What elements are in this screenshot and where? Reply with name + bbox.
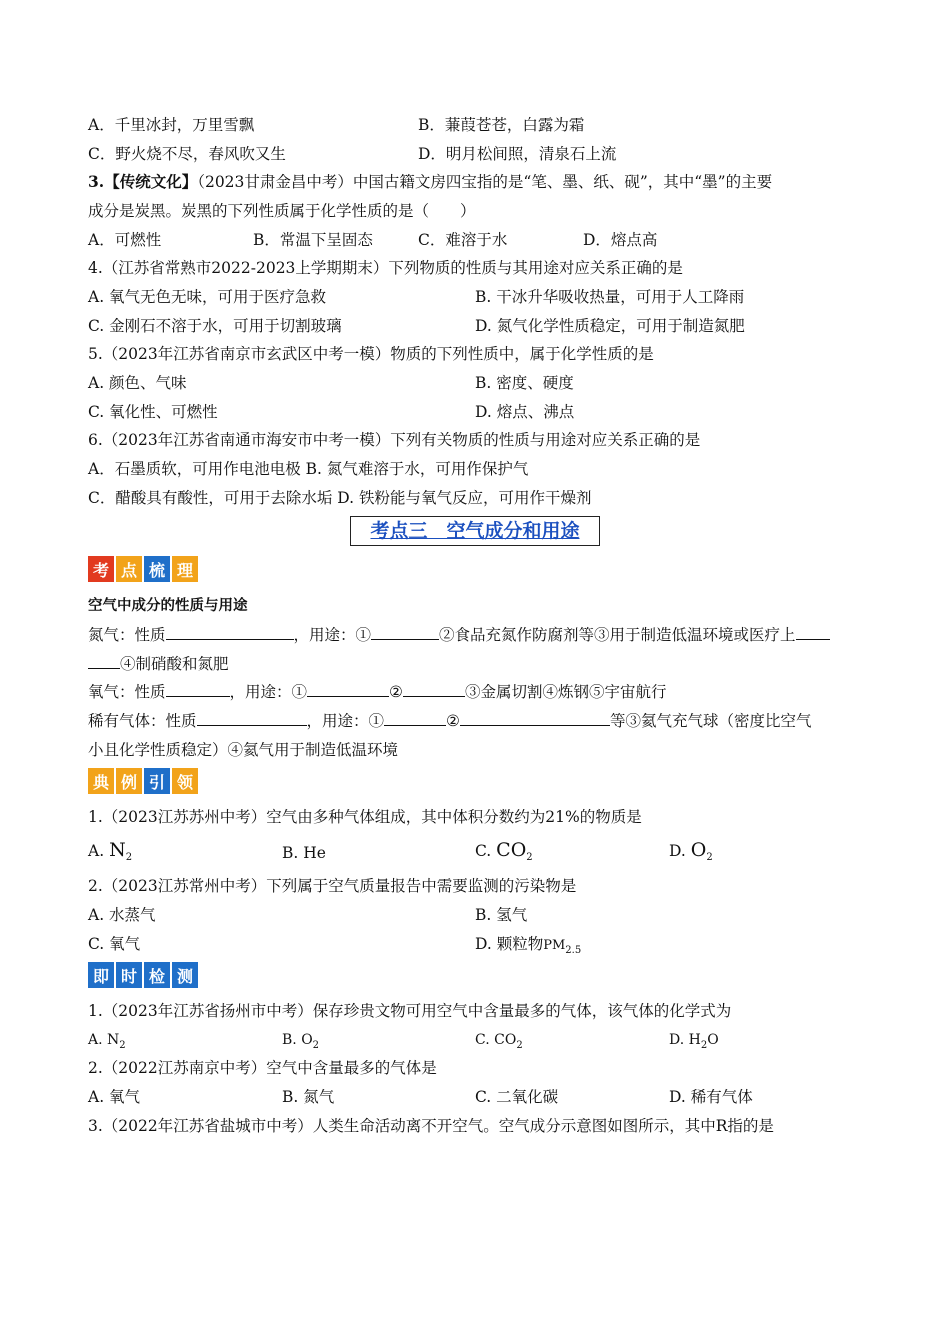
- option-c: C. 氧气: [88, 935, 141, 953]
- option-d: D. $H_2O$: [669, 1032, 719, 1051]
- blank: [197, 711, 307, 726]
- question-number: 3.: [88, 172, 105, 191]
- option-b: B. 氢气: [475, 906, 528, 924]
- tag-char: 领: [172, 768, 198, 794]
- review-n2: [88, 625, 830, 645]
- label: 氧气：性质: [88, 683, 166, 701]
- option-a: A. $N_2$: [88, 1032, 126, 1051]
- tag-char: 测: [172, 962, 198, 988]
- question-6: 6.（2023年江苏省南通市海安市中考一模）下列有关物质的性质与用途对应关系正确的是: [88, 431, 701, 449]
- option-c: C. 金刚石不溶于水，可用于切割玻璃: [88, 317, 342, 335]
- option-d: D. 熔点、沸点: [475, 403, 575, 421]
- option-d: D. 氮气化学性质稳定，可用于制造氮肥: [475, 317, 745, 335]
- review-o2: [88, 682, 666, 702]
- question-tag: 【传统文化】: [104, 172, 198, 191]
- blank: [166, 682, 230, 697]
- check-question-2: 2.（2022江苏南京中考）空气中含量最多的气体是: [88, 1059, 437, 1077]
- check-question-1: 1.（2023年江苏省扬州市中考）保存珍贵文物可用空气中含量最多的气体，该气体的化学式为: [88, 1002, 732, 1020]
- label: ，用途：①: [229, 683, 308, 701]
- option-a: A. 氧气: [88, 1088, 141, 1106]
- tag-char: 例: [116, 768, 142, 794]
- option-b: B．蒹葭苍苍，白露为霜: [418, 116, 585, 134]
- label: ，用途：①: [293, 626, 372, 644]
- label: ②: [446, 712, 460, 730]
- label: ②: [389, 683, 403, 701]
- tag-char: 即: [88, 962, 114, 988]
- option-a: A. 水蒸气: [88, 906, 156, 924]
- label: 氮气：性质: [88, 626, 166, 644]
- label: ③金属切割④炼钢⑤宇宙航行: [464, 683, 667, 701]
- blank: [371, 625, 439, 640]
- option-c: C. $CO_2$: [475, 839, 533, 864]
- tag-char: 时: [116, 962, 142, 988]
- option-c: C. $CO_2$: [475, 1032, 523, 1051]
- example-question-1: 1.（2023江苏苏州中考）空气由多种气体组成，其中体积分数约为21%的物质是: [88, 808, 642, 826]
- blank: [166, 625, 294, 640]
- question-3: [88, 172, 772, 192]
- option-d: D. $O_2$: [669, 839, 713, 864]
- question-text: （2023甘肃金昌中考）中国古籍文房四宝指的是“笔、墨、纸、砚”，其中“墨”的主要: [197, 173, 773, 191]
- option-d: D. 稀有气体: [669, 1088, 753, 1106]
- option-a: A. 氧气无色无味，可用于医疗急救: [88, 288, 327, 306]
- options-ab: A．石墨质软，可用作电池电极 B. 氮气难溶于水，可用作保护气: [88, 460, 529, 478]
- label: ，用途：①: [306, 712, 385, 730]
- tag-char: 典: [88, 768, 114, 794]
- question-3-cont: 成分是炭黑。炭黑的下列性质属于化学性质的是（ ）: [88, 202, 476, 220]
- option-c: C. 氧化性、可燃性: [88, 403, 218, 421]
- tag-char: 检: [144, 962, 170, 988]
- options-cd: C．醋酸具有酸性，可用于去除水垢 D. 铁粉能与氧气反应，可用作干燥剂: [88, 489, 592, 507]
- blank: [403, 682, 465, 697]
- option-b: B．常温下呈固态: [253, 231, 373, 249]
- tag-char: 引: [144, 768, 170, 794]
- option-a: A．可燃性: [88, 231, 162, 249]
- section-title: 考点三 空气成分和用途: [350, 516, 600, 546]
- label: ④制硝酸和氮肥: [120, 655, 229, 673]
- blank: [384, 711, 446, 726]
- question-4: 4.（江苏省常熟市2022-2023上学期期末）下列物质的性质与其用途对应关系正确的是: [88, 259, 683, 277]
- tag-example: [88, 768, 198, 794]
- blank: [796, 625, 830, 640]
- review-rare-cont: 小且化学性质稳定）④氦气用于制造低温环境: [88, 741, 399, 759]
- check-question-3: 3.（2022年江苏省盐城市中考）人类生命活动离不开空气。空气成分示意图如图所示，其中R指的是: [88, 1117, 774, 1135]
- option-c: C. 二氧化碳: [475, 1088, 559, 1106]
- option-c: C．野火烧不尽，春风吹又生: [88, 145, 286, 163]
- question-5: 5.（2023年江苏省南京市玄武区中考一模）物质的下列性质中，属于化学性质的是: [88, 345, 654, 363]
- label: 稀有气体：性质: [88, 712, 197, 730]
- tag-review: [88, 556, 198, 582]
- option-d: D．明月松间照，清泉石上流: [418, 145, 617, 163]
- label: ②食品充氮作防腐剂等③用于制造低温环境或医疗上: [439, 626, 796, 644]
- tag-char: 考: [88, 556, 114, 582]
- option-c: C．难溶于水: [418, 231, 508, 249]
- review-n2-cont: [88, 654, 229, 674]
- tag-char: 点: [116, 556, 142, 582]
- review-heading: 空气中成分的性质与用途: [88, 598, 248, 614]
- option-a: A．千里冰封，万里雪飘: [88, 116, 255, 134]
- option-d: D．熔点高: [583, 231, 658, 249]
- option-b: B. 氮气: [282, 1088, 335, 1106]
- label: 等③氦气充气球（密度比空气: [609, 712, 812, 730]
- tag-check: [88, 962, 198, 988]
- example-question-2: 2.（2023江苏常州中考）下列属于空气质量报告中需要监测的污染物是: [88, 877, 577, 895]
- blank: [460, 711, 610, 726]
- option-b: B. 干冰升华吸收热量，可用于人工降雨: [475, 288, 745, 306]
- tag-char: 理: [172, 556, 198, 582]
- option-a: A. 颜色、气味: [88, 374, 187, 392]
- option-b: B. $O_2$: [282, 1032, 320, 1051]
- option-d: D. 颗粒物$PM_{2.5}$: [475, 935, 582, 957]
- option-a: A. $N_2$: [88, 839, 133, 864]
- blank: [307, 682, 389, 697]
- option-b: B. 密度、硬度: [475, 374, 574, 392]
- review-rare: [88, 711, 811, 731]
- blank: [88, 654, 120, 669]
- option-b: B. He: [282, 844, 326, 862]
- tag-char: 梳: [144, 556, 170, 582]
